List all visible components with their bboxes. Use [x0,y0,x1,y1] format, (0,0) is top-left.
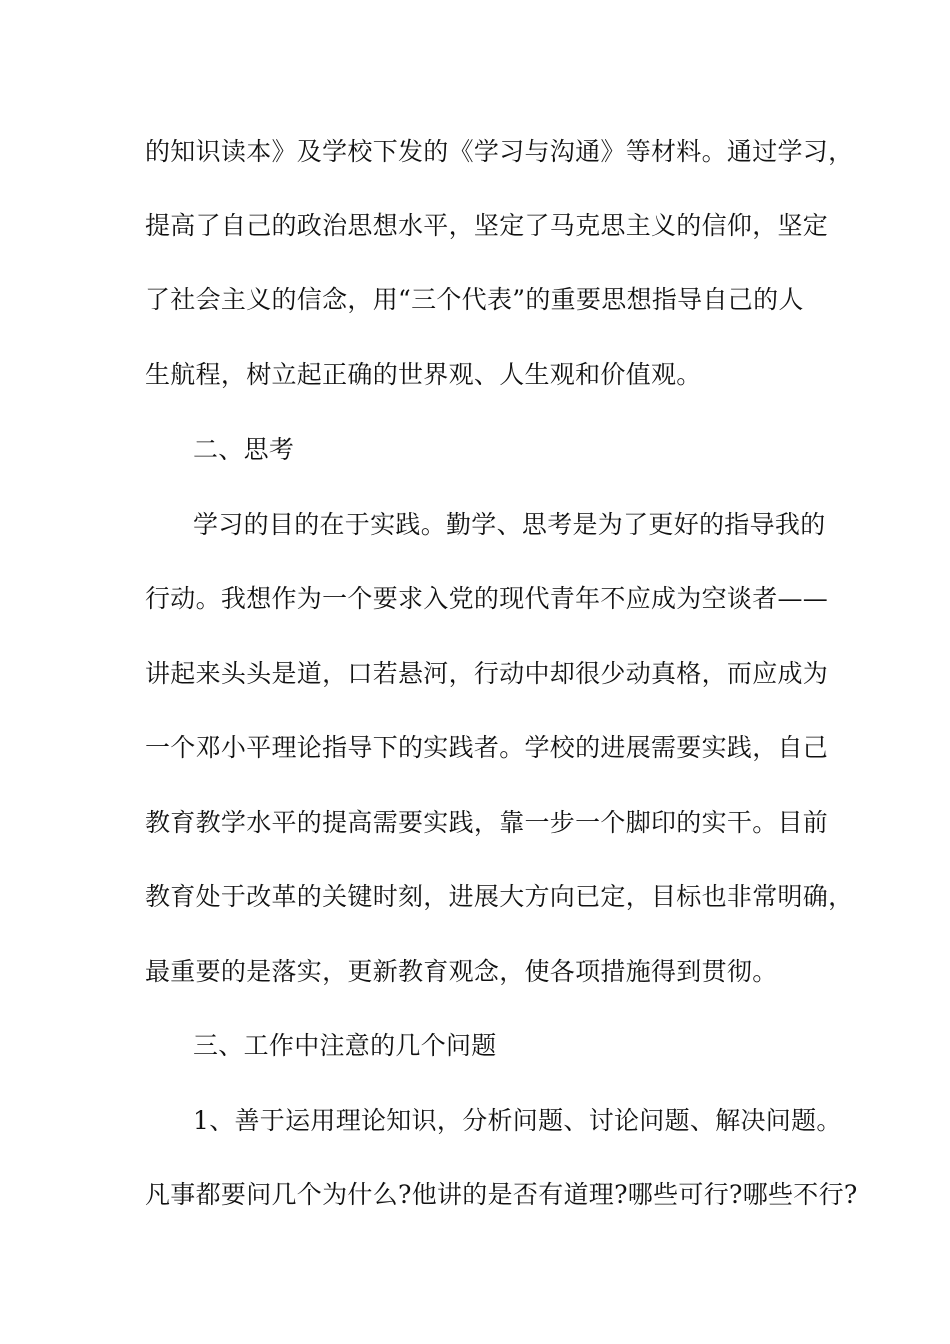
paragraph-line-10: 教育教学水平的提高需要实践，靠一步一个脚印的实干。目前 [145,808,829,837]
paragraph-line-9: 一个邓小平理论指导下的实践者。学校的进展需要实践，自己 [145,733,829,762]
paragraph-line-11: 教育处于改革的关键时刻，进展大方向已定，目标也非常明确， [145,882,854,911]
paragraph-line-15: 凡事都要问几个为什么?他讲的是否有道理?哪些可行?哪些不行? [145,1180,858,1209]
section-heading-issues: 三、工作中注意的几个问题 [193,1031,497,1060]
paragraph-line-1: 的知识读本》及学校下发的《学习与沟通》等材料。通过学习， [145,137,854,166]
paragraph-line-14: 1、善于运用理论知识，分析问题、讨论问题、解决问题。 [193,1106,842,1135]
section-heading-thinking: 二、思考 [193,435,295,464]
paragraph-line-8: 讲起来头头是道，口若悬河，行动中却很少动真格，而应成为 [145,659,829,688]
paragraph-line-4: 生航程，树立起正确的世界观、人生观和价值观。 [145,360,702,389]
paragraph-line-3: 了社会主义的信念，用“三个代表”的重要思想指导自己的人 [145,285,804,314]
paragraph-line-7: 行动。我想作为一个要求入党的现代青年不应成为空谈者—— [145,584,829,613]
paragraph-line-2: 提高了自己的政治思想水平，坚定了马克思主义的信仰，坚定 [145,211,829,240]
paragraph-line-12: 最重要的是落实，更新教育观念，使各项措施得到贯彻。 [145,957,778,986]
paragraph-line-6: 学习的目的在于实践。勤学、思考是为了更好的指导我的 [193,510,826,539]
